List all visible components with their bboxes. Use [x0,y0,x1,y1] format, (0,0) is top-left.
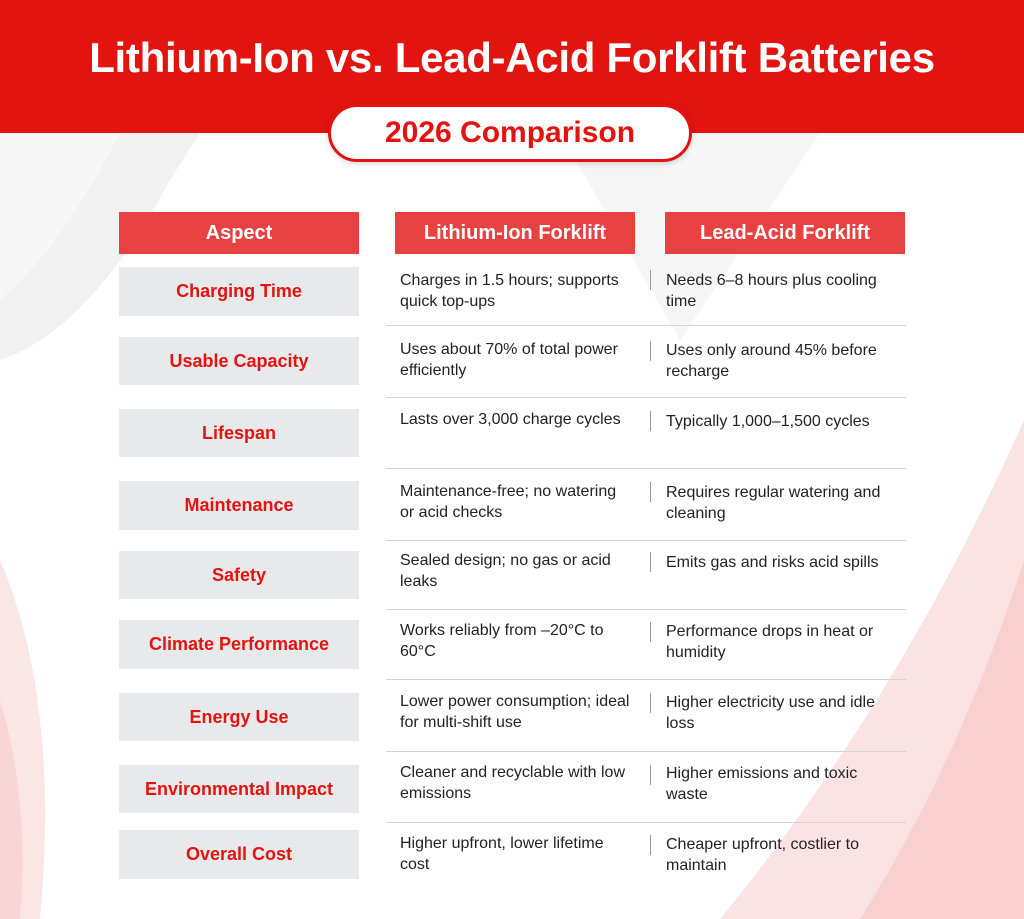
lead-overall-cost: Cheaper upfront, costlier to maintain [666,836,859,874]
lithium-climate-performance: Works reliably from –20°C to 60°C [400,622,604,660]
aspect-maintenance: Maintenance [119,481,359,530]
aspect-lifespan: Lifespan [119,409,359,457]
lead-energy-use: Higher electricity use and idle loss [666,694,875,732]
aspect-usable-capacity: Usable Capacity [119,337,359,385]
lithium-lifespan: Lasts over 3,000 charge cycles [400,411,621,428]
column-divider [650,411,651,431]
column-divider [650,693,651,713]
column-divider [650,552,651,572]
lithium-safety: Sealed design; no gas or acid leaks [400,552,611,590]
aspect-charging-time: Charging Time [119,267,359,316]
aspect-overall-cost: Overall Cost [119,830,359,879]
lead-environmental-impact: Higher emissions and toxic waste [666,765,858,803]
lead-safety: Emits gas and risks acid spills [666,554,879,571]
row-divider [386,468,906,469]
lead-climate-performance: Performance drops in heat or humidity [666,623,874,661]
column-divider [650,835,651,855]
row-divider [386,679,906,680]
column-divider [650,482,651,502]
header-aspect: Aspect [119,212,359,254]
row-divider [386,397,906,398]
lead-maintenance: Requires regular watering and cleaning [666,484,881,522]
lithium-maintenance: Maintenance-free; no watering or acid checks [400,483,617,521]
header-lead-acid: Lead-Acid Forklift [665,212,905,254]
page-title: Lithium-Ion vs. Lead-Acid Forklift Batteries [89,34,935,81]
row-divider [386,609,906,610]
column-divider [650,341,651,361]
column-divider [650,270,651,290]
aspect-energy-use: Energy Use [119,693,359,741]
aspect-safety: Safety [119,551,359,599]
lead-charging-time: Needs 6–8 hours plus cooling time [666,272,877,310]
row-divider [386,822,906,823]
column-divider [650,765,651,785]
subtitle-badge [328,104,692,162]
lead-usable-capacity: Uses only around 45% before recharge [666,342,877,380]
column-divider [650,622,651,642]
header-lithium-ion: Lithium-Ion Forklift [395,212,635,254]
subtitle-text: 2026 Comparison [384,116,636,149]
lithium-overall-cost: Higher upfront, lower lifetime cost [400,835,604,873]
row-divider [386,540,906,541]
lead-lifespan: Typically 1,000–1,500 cycles [666,413,870,430]
row-divider [386,751,906,752]
row-divider [386,325,906,326]
lithium-usable-capacity: Uses about 70% of total power efficiently [400,341,618,379]
aspect-environmental-impact: Environmental Impact [119,765,359,813]
lithium-energy-use: Lower power consumption; ideal for multi-shift use [400,693,630,731]
lithium-charging-time: Charges in 1.5 hours; supports quick top-ups [400,272,619,310]
aspect-climate-performance: Climate Performance [119,620,359,669]
lithium-environmental-impact: Cleaner and recyclable with low emissions [400,764,625,802]
